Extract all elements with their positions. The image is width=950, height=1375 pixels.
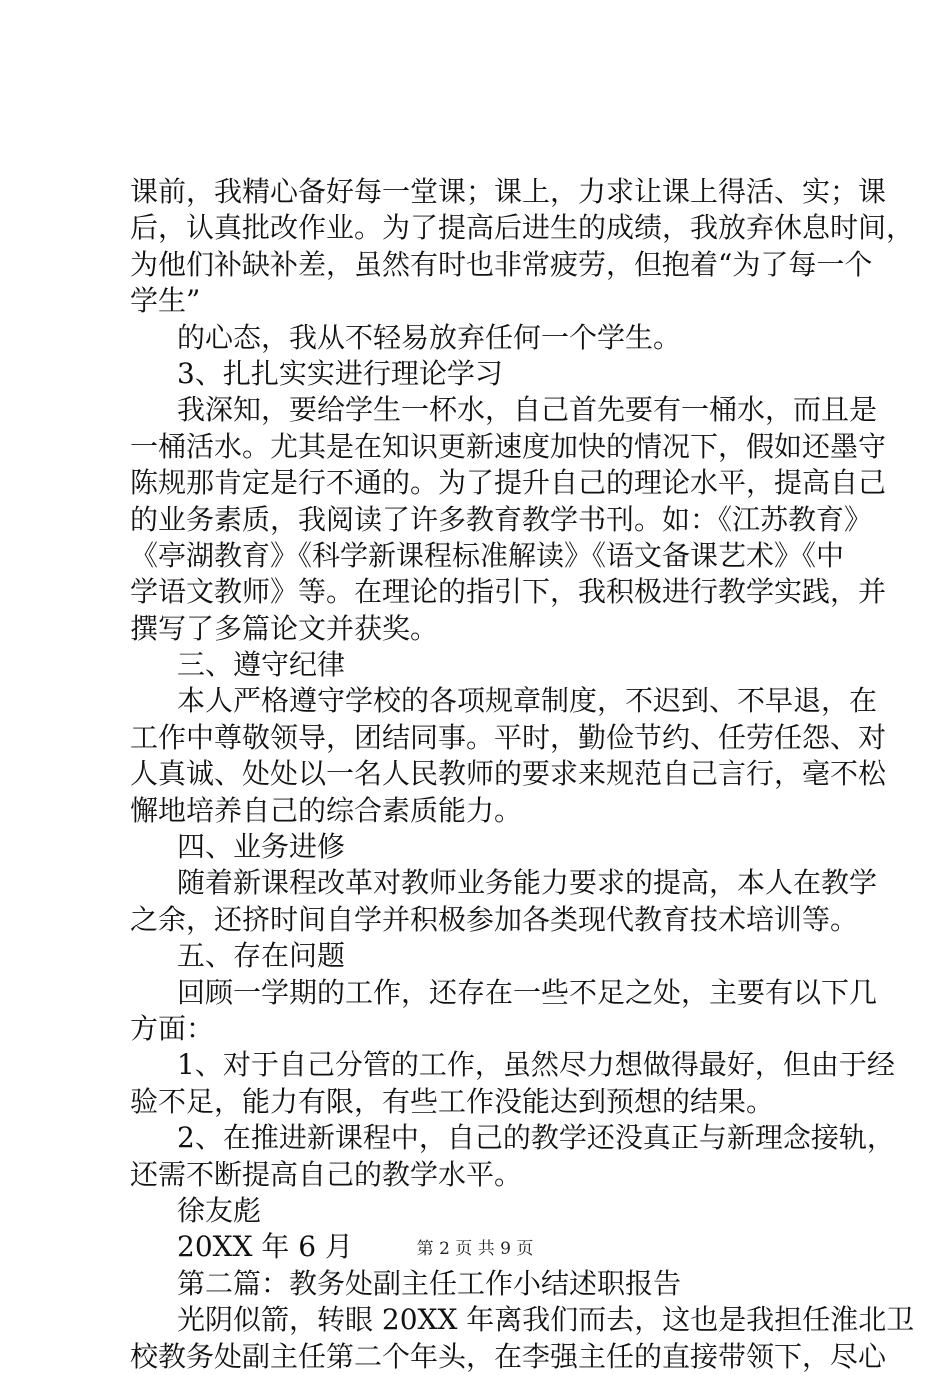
- text-line: 本人严格遵守学校的各项规章制度，不迟到、不早退，在: [177, 684, 878, 718]
- text-line: 《亭湖教育》《科学新课程标准解读》《语文备课艺术》《中: [130, 538, 845, 572]
- text-line: 四、业务进修: [177, 830, 346, 864]
- text-line: 之余，还挤时间自学并积极参加各类现代教育技术培训等。: [130, 902, 859, 936]
- text-line: 2、在推进新课程中，自己的教学还没真正与新理念接轨，: [177, 1121, 895, 1155]
- text-line: 学生”: [130, 284, 201, 318]
- text-line: 的业务素质，我阅读了许多教育教学书刊。如：《江苏教育》: [130, 502, 873, 536]
- text-line: 人真诚、处处以一名人民教师的要求来规范自己言行，毫不松: [130, 757, 887, 791]
- text-line: 第二篇：教务处副主任工作小结述职报告: [177, 1266, 682, 1300]
- text-line: 一桶活水。尤其是在知识更新速度加快的情况下，假如还墨守: [130, 429, 887, 463]
- text-line: 验不足，能力有限，有些工作没能达到预想的结果。: [130, 1084, 775, 1118]
- text-line: 三、遵守纪律: [177, 648, 346, 682]
- text-line: 工作中尊敬领导，团结同事。平时，勤俭节约、任劳任怨、对: [130, 720, 887, 754]
- page-footer: 第 2 页 共 9 页: [416, 1239, 534, 1259]
- text-line: 还需不断提高自己的教学水平。: [130, 1157, 523, 1191]
- text-line: 学语文教师》等。在理论的指引下，我积极进行教学实践，并: [130, 575, 887, 609]
- text-line: 的心态，我从不轻易放弃任何一个学生。: [177, 320, 682, 354]
- text-line: 3、扎扎实实进行理论学习: [177, 356, 503, 390]
- text-line: 1、对于自己分管的工作，虽然尽力想做得最好，但由于经: [177, 1048, 895, 1082]
- text-line: 随着新课程改革对教师业务能力要求的提高，本人在教学: [177, 866, 878, 900]
- text-line: 回顾一学期的工作，还存在一些不足之处，主要有以下几: [177, 975, 878, 1009]
- text-line: 校教务处副主任第二个年头，在李强主任的直接带领下，尽心: [130, 1339, 887, 1373]
- text-line: 我深知，要给学生一杯水，自己首先要有一桶水，而且是: [177, 393, 878, 427]
- text-line: 后，认真批改作业。为了提高后进生的成绩，我放弃休息时间，: [130, 211, 915, 245]
- document-body: [130, 174, 915, 1375]
- text-line: 20XX 年 6 月: [177, 1230, 354, 1264]
- text-line: 方面：: [130, 1011, 215, 1045]
- text-line: 懈地培养自己的综合素质能力。: [130, 793, 523, 827]
- text-line: 撰写了多篇论文并获奖。: [130, 611, 439, 645]
- text-line: 五、存在问题: [177, 939, 346, 973]
- text-line: 课前，我精心备好每一堂课；课上，力求让课上得活、实；课: [130, 175, 887, 208]
- text-line: 徐友彪: [177, 1193, 262, 1227]
- text-line: 陈规那肯定是行不通的。为了提升自己的理论水平，提高自己: [130, 466, 887, 500]
- text-line: 光阴似箭，转眼 20XX 年离我们而去，这也是我担任淮北卫: [177, 1303, 915, 1337]
- text-line: 为他们补缺补差，虽然有时也非常疲劳，但抱着“为了每一个: [130, 247, 873, 281]
